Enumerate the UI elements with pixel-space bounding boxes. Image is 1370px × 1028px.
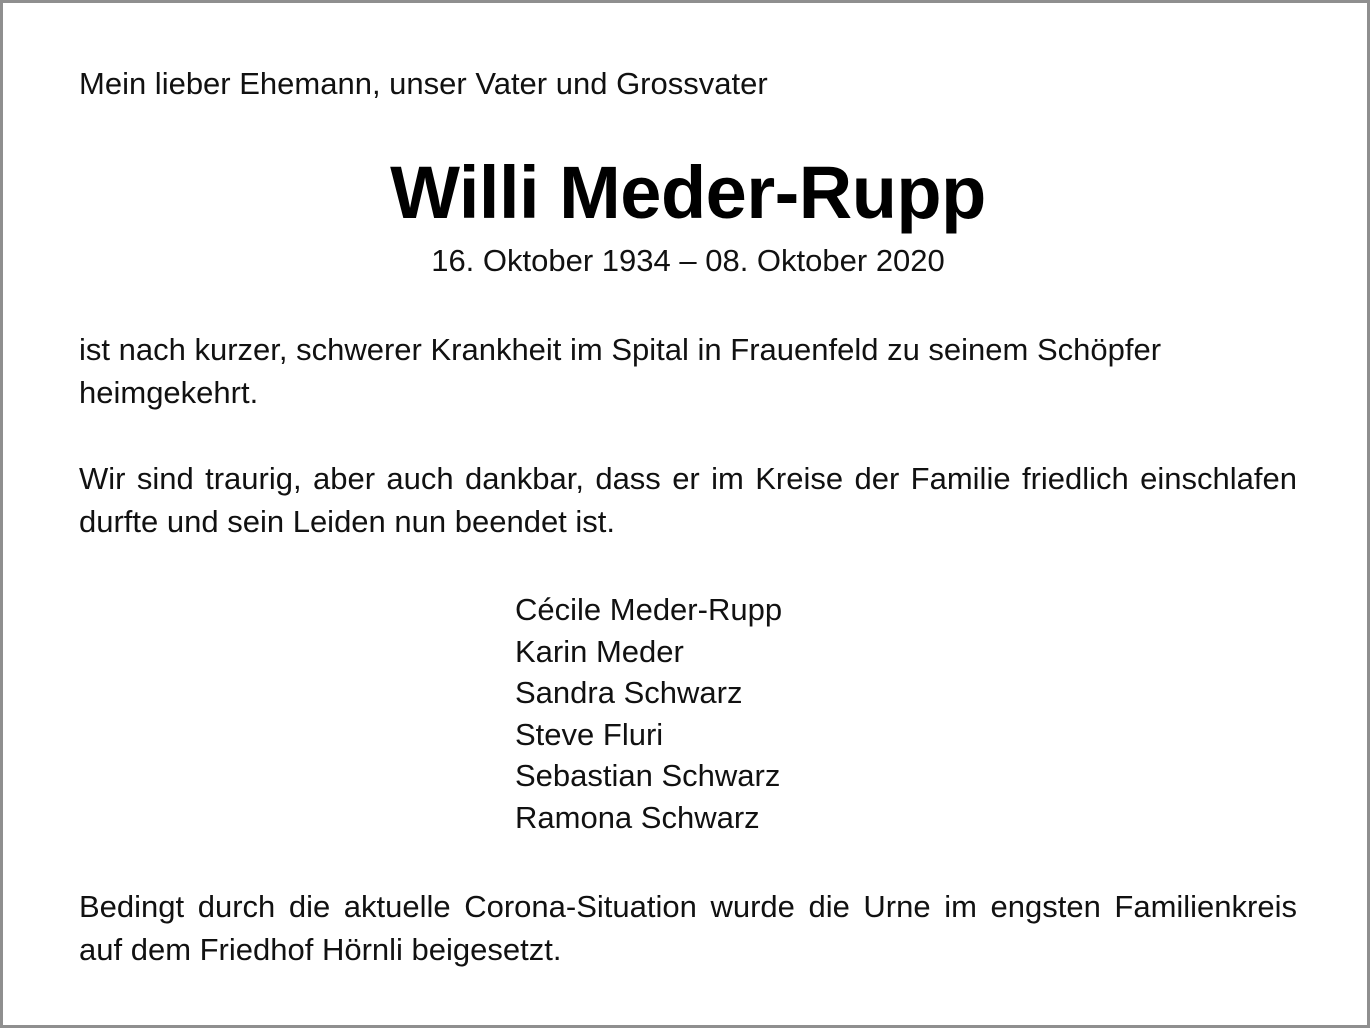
mourner-name: Steve Fluri	[515, 716, 664, 752]
intro-line: Mein lieber Ehemann, unser Vater und Grossvater	[79, 66, 768, 101]
mourner-name: Karin Meder	[515, 633, 684, 669]
life-dates: 16. Oktober 1934 – 08. Oktober 2020	[431, 243, 945, 278]
mourner-name: Sebastian Schwarz	[515, 758, 781, 794]
announcement-paragraph: ist nach kurzer, schwerer Krankheit im Spital in Frauenfeld zu seinem Schöpfer heimgekehrt.	[79, 332, 1162, 410]
mourner-name: Cécile Meder-Rupp	[515, 592, 783, 627]
gratitude-paragraph: Wir sind traurig, aber auch dankbar, dass er im Kreise der Familie friedlich einschlafen durfte und sein Leiden nun beendet ist.	[79, 461, 1297, 539]
mourners-list	[515, 589, 782, 839]
mourner-name: Sandra Schwarz	[515, 675, 743, 711]
deceased-name: Willi Meder-Rupp	[390, 151, 986, 234]
burial-paragraph: Bedingt durch die aktuelle Corona-Situation wurde die Urne im engsten Familienkreis auf dem Friedhof Hörnli beigesetzt.	[79, 889, 1297, 967]
mourner-name: Ramona Schwarz	[515, 799, 760, 835]
